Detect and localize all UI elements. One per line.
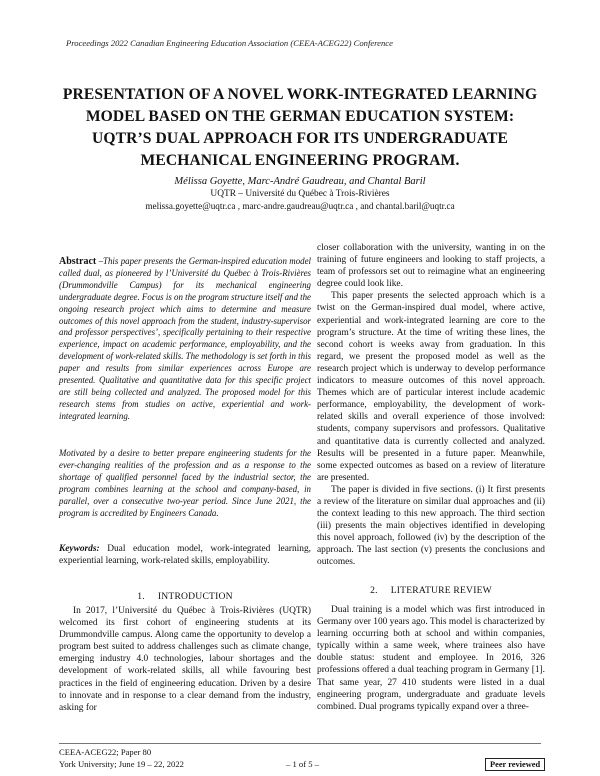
intro-paragraph-3: The paper is divided in five sections. (i) It first presents a review of the literature on similar dual approaches and (ii) the context leading to this new approach. The third section (iii) presents the main objectives identified in developing this novel approach, followed (iv) by the description of the approach. The last section (v) presents the conclusions and outcomes.: [317, 484, 545, 568]
keywords: [59, 543, 311, 567]
author-emails[interactable]: melissa.goyette@uqtr.ca , marc-andre.gaudreau@uqtr.ca , and chantal.baril@uqtr.ca: [145, 201, 455, 211]
right-column-text: [317, 242, 545, 569]
title-line-3: UQTR’S DUAL APPROACH FOR ITS UNDERGRADUATE: [92, 130, 508, 147]
title-line-2: MODEL BASED ON THE GERMAN EDUCATION SYSTEM:: [85, 108, 515, 125]
abstract-motivation: Motivated by a desire to better prepare engineering students for the ever-changing realities of the profession and as a response to the shortage of qualified personnel faced by the industrial sector, the program combines learning at the school and company-based, in parallel, over a consecutive two-year period. Since June 2021, the program is accredited by Engineers Canada.: [59, 448, 311, 518]
author-affiliation: UQTR – Université du Québec à Trois-Rivières: [210, 189, 390, 199]
paper-title: [40, 84, 560, 172]
title-line-4: MECHANICAL ENGINEERING PROGRAM.: [140, 152, 460, 169]
abstract-text: –This paper presents the German-inspired education model called dual, as pioneered by l’Université du Québec à Trois-Rivières (Drummondville Campus) for its mechanical engineering undergraduate degree. Focus is on the program structure itself and the ongoing research project which aims to determine and measure outcomes of this novel approach from the student, industry-supervisor and professor perspectives’, specifically pertaining to their respective experience, impact on academic performance, employability, and the development of work-related skills. The methodology is set forth in this paper and results from similar experiences across Europe are presented. Qualitative and quantitative data for this specific project are still being collected and analyzed. The proposed model for this research stems from studies on active, experiential and work-integrated learning.: [59, 256, 311, 421]
running-header: Proceedings 2022 Canadian Engineering Education Association (CEEA-ACEG22) Conference: [66, 38, 393, 48]
author-names: Mélissa Goyette, Marc-André Gaudreau, and Chantal Baril: [174, 176, 426, 187]
footer-page-number: – 1 of 5 –: [286, 759, 319, 769]
keywords-text: Dual education model, work-integrated learning, experiential learning, work-related skills, employability.: [59, 544, 311, 567]
abstract: [59, 256, 311, 423]
intro-paragraph-2: This paper presents the selected approach which is a twist on the German-inspired dual model, where active, experiential and work-integrated learning are core to the program’s structure. At the time of writing these lines, the second cohort is weeks away from graduation. In this regard, we present the proposed model as well as the research project which is underway to develop performance indicators to measure outcomes of this novel approach. Themes which are of particular interest include academic performance, employability, the development of work-related skills and overall experience of those involved: students, company supervisors and professors. Qualitative and quantitative data is currently collected and analyzed. Results will be presented in a future paper. Meanwhile, some expected outcomes as based on a review of literature are presented.: [317, 291, 545, 483]
section-heading-introduction: 1. INTRODUCTION: [137, 591, 233, 602]
introduction-paragraph: In 2017, l’Université du Québec à Trois-Rivières (UQTR) welcomed its first cohort of engineering students at its Drummondville campus. Along came the opportunity to develop a program best suited to address challenges such as climate change, emerging industry 4.0 technologies, labour shortages and the development of work-related skills, all while favouring best practices in the field of engineering education. Driven by a desire to innovate and in response to a clear demand from the industry, asking for: [59, 606, 311, 713]
peer-reviewed-badge: Peer reviewed: [485, 758, 545, 771]
abstract-label: Abstract: [59, 256, 97, 267]
footer-conference: CEEA-ACEG22; Paper 80: [59, 747, 152, 757]
footer-venue-date: York University; June 19 – 22, 2022: [59, 759, 184, 769]
intro-continued-paragraph: closer collaboration with the university, wanting in on the training of future engineers and looking to staff projects, a team of professors set out to reimagine what an engineering degree could look like.: [317, 243, 545, 290]
title-line-1: PRESENTATION OF A NOVEL WORK-INTEGRATED LEARNING: [62, 86, 538, 103]
section-heading-literature-review: 2. LITERATURE REVIEW: [370, 585, 492, 596]
footer-divider: [59, 743, 541, 744]
literature-review-paragraph: Dual training is a model which was first introduced in Germany over 100 years ago. This model is characterized by learning occurring both at school and within companies, typically within a same week, where trainees also have double status: student and employee. In 2016, 326 professions offered a dual teaching program in Germany [1]. That same year, 27 410 students were listed in a dual engineering program, undergraduate and graduate levels combined. Dual programs typically expand over a three-: [317, 605, 545, 712]
keywords-label: Keywords:: [59, 544, 100, 554]
